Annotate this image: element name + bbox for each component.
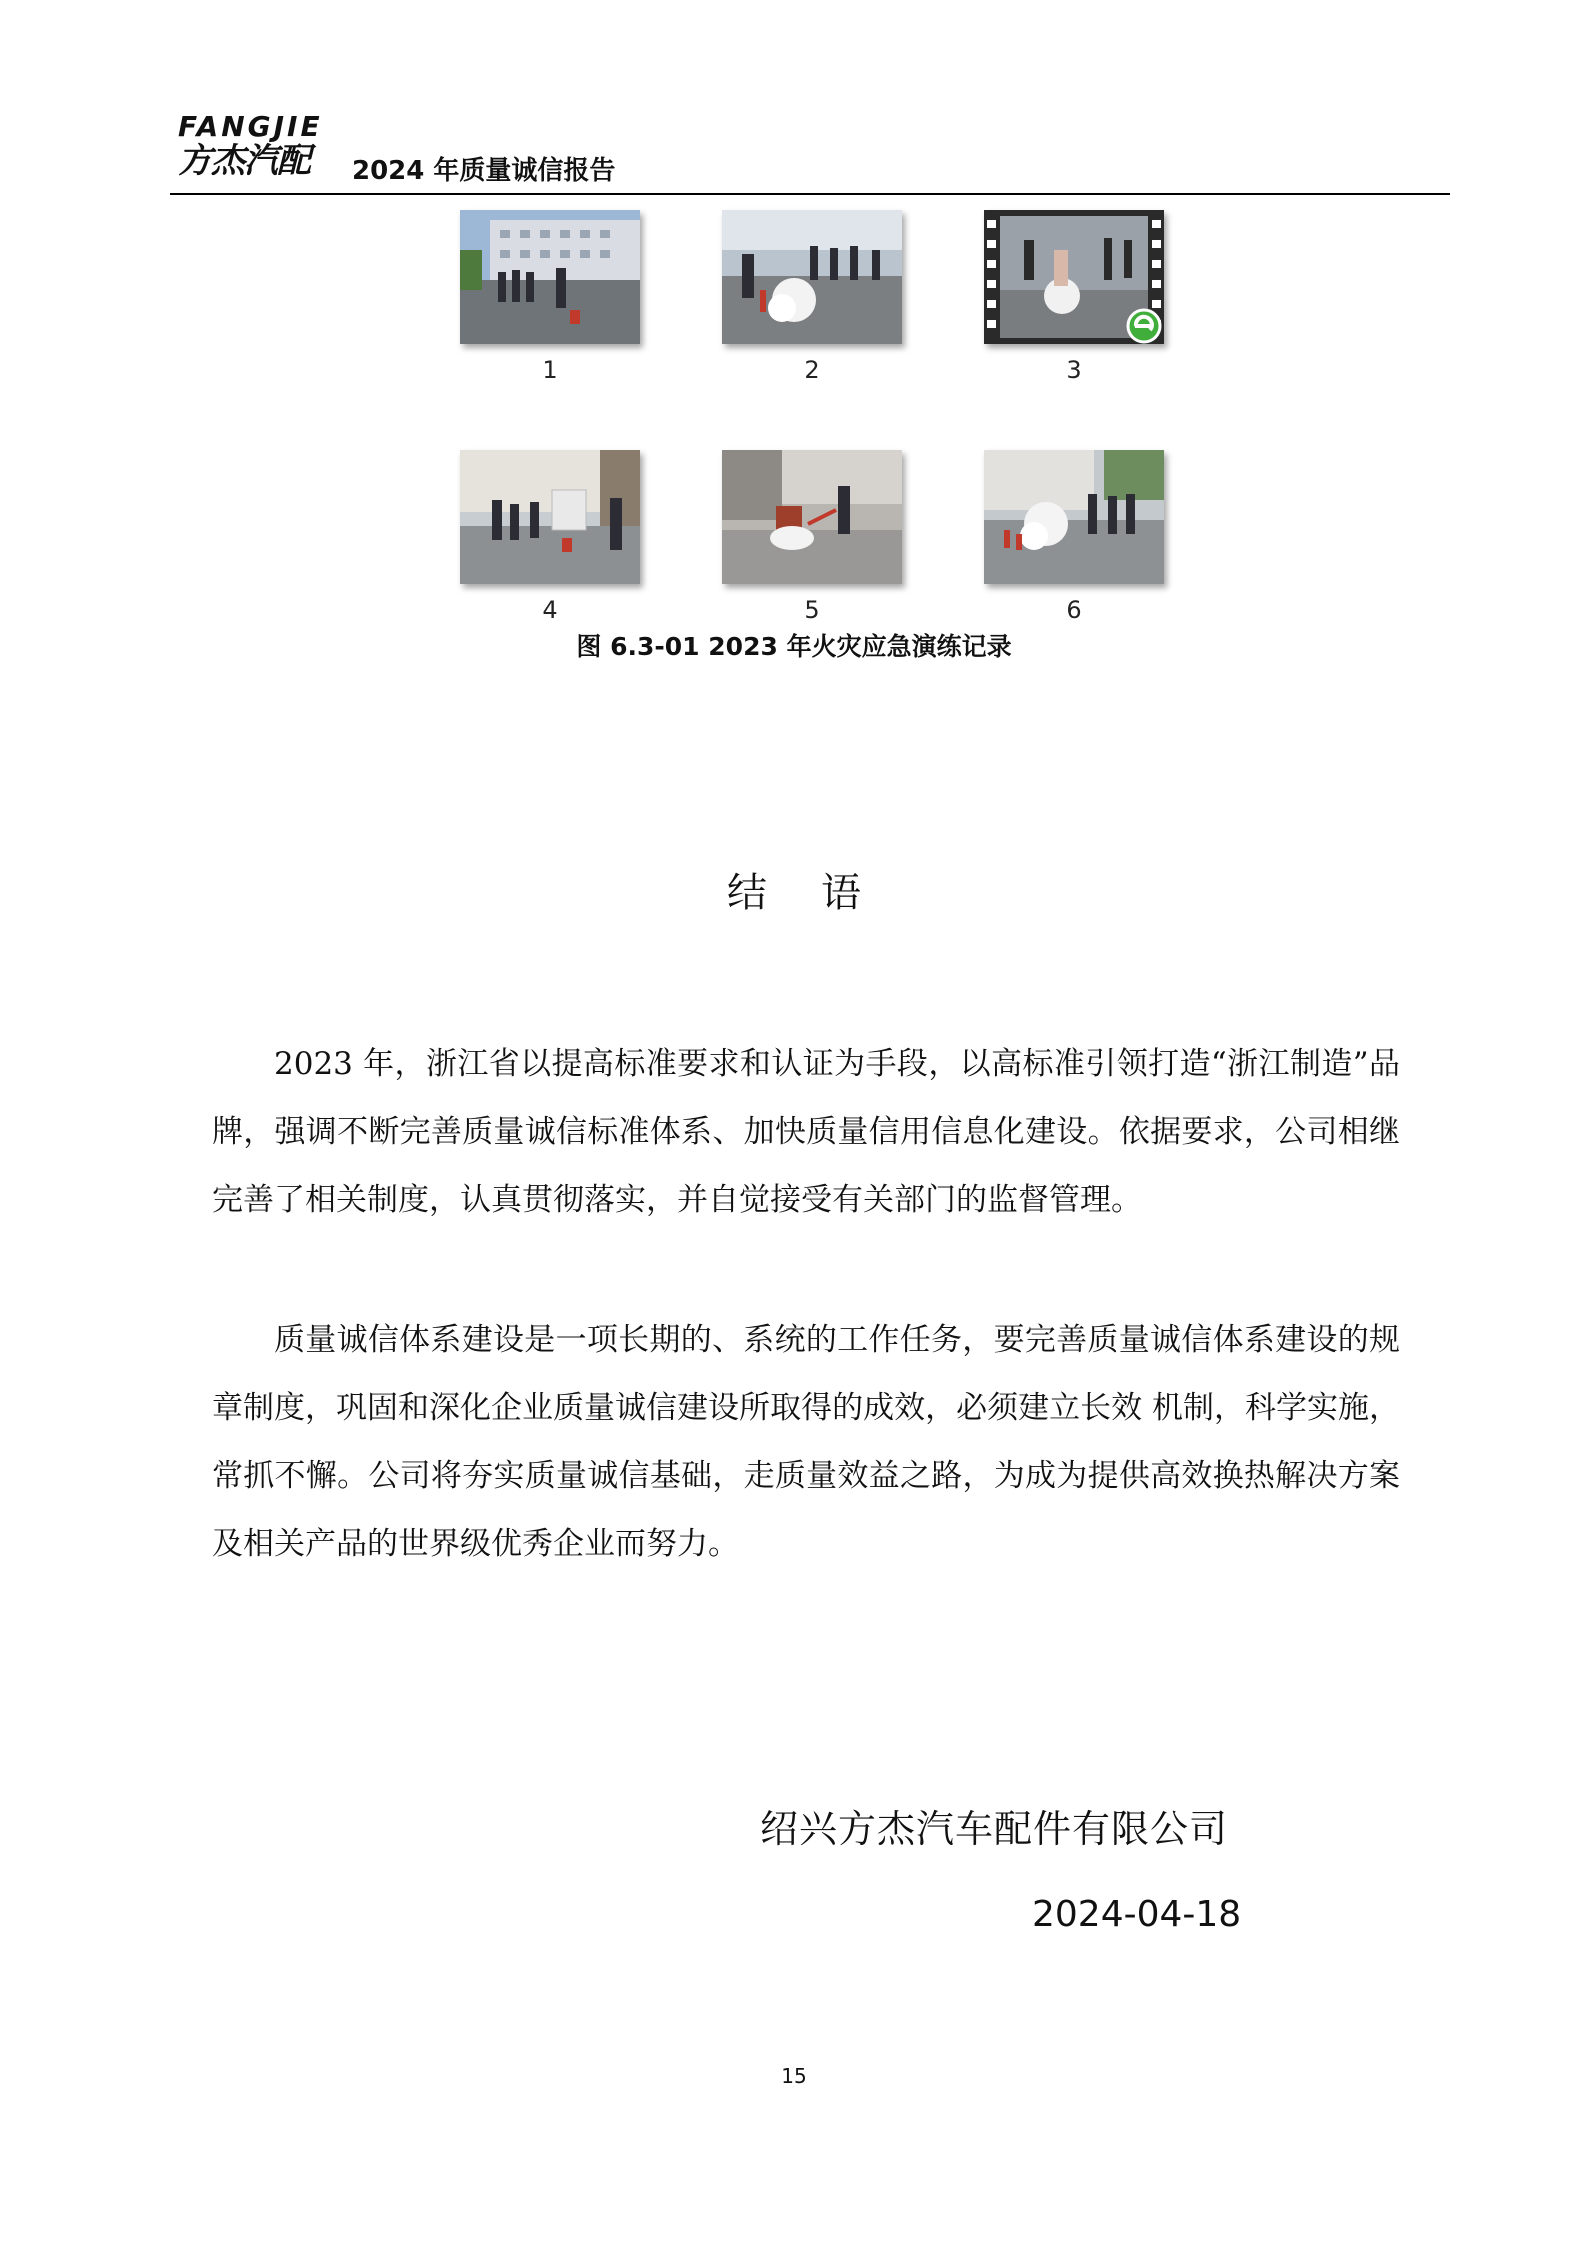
drill-photo-2 bbox=[722, 210, 902, 344]
logo-chinese-text: 方杰汽配 bbox=[178, 141, 310, 181]
drill-photo-6 bbox=[984, 450, 1164, 584]
report-title: 2024 年质量诚信报告 bbox=[352, 156, 616, 186]
section-title: 结语 bbox=[727, 870, 915, 916]
drill-photo-4 bbox=[460, 450, 640, 584]
photo-number: 2 bbox=[804, 356, 820, 384]
photo-number: 1 bbox=[542, 356, 558, 384]
logo-latin-text: FANGJIE bbox=[178, 110, 323, 143]
photo-number: 4 bbox=[542, 596, 558, 624]
page-number: 15 bbox=[781, 2064, 807, 2088]
figure-caption: 图 6.3-01 2023 年火灾应急演练记录 bbox=[576, 632, 1012, 661]
drill-photo-5 bbox=[722, 450, 902, 584]
photo-number: 6 bbox=[1066, 596, 1082, 624]
header-divider bbox=[170, 193, 1450, 195]
drill-video-3[interactable] bbox=[984, 210, 1164, 344]
photo-number: 5 bbox=[804, 596, 820, 624]
drill-photo-1 bbox=[460, 210, 640, 344]
signature-date: 2024-04-18 bbox=[1032, 1894, 1242, 1935]
paragraph: 质量诚信体系建设是一项长期的、系统的工作任务，要完善质量诚信体系建设的规章制度，巩固和深化企业质量诚信建设所取得的成效，必须建立长效 机制，科学实施，常抓不懈。公司将夯实质量诚信基础，走质量效益之路，为成为提供高效换热解决方案及相关产品的世界级优秀企业而努力。 bbox=[212, 1322, 1400, 1562]
photo-number: 3 bbox=[1066, 356, 1082, 384]
signature-company: 绍兴方杰汽车配件有限公司 bbox=[760, 1807, 1229, 1851]
paragraph: 2023 年，浙江省以提高标准要求和认证为手段，以高标准引领打造“浙江制造”品牌，强调不断完善质量诚信标准体系、加快质量信用信息化建设。依据要求，公司相继完善了相关制度，认真贯彻落实，并自觉接受有关部门的监督管理。 bbox=[212, 1046, 1400, 1218]
company-logo bbox=[178, 112, 340, 180]
